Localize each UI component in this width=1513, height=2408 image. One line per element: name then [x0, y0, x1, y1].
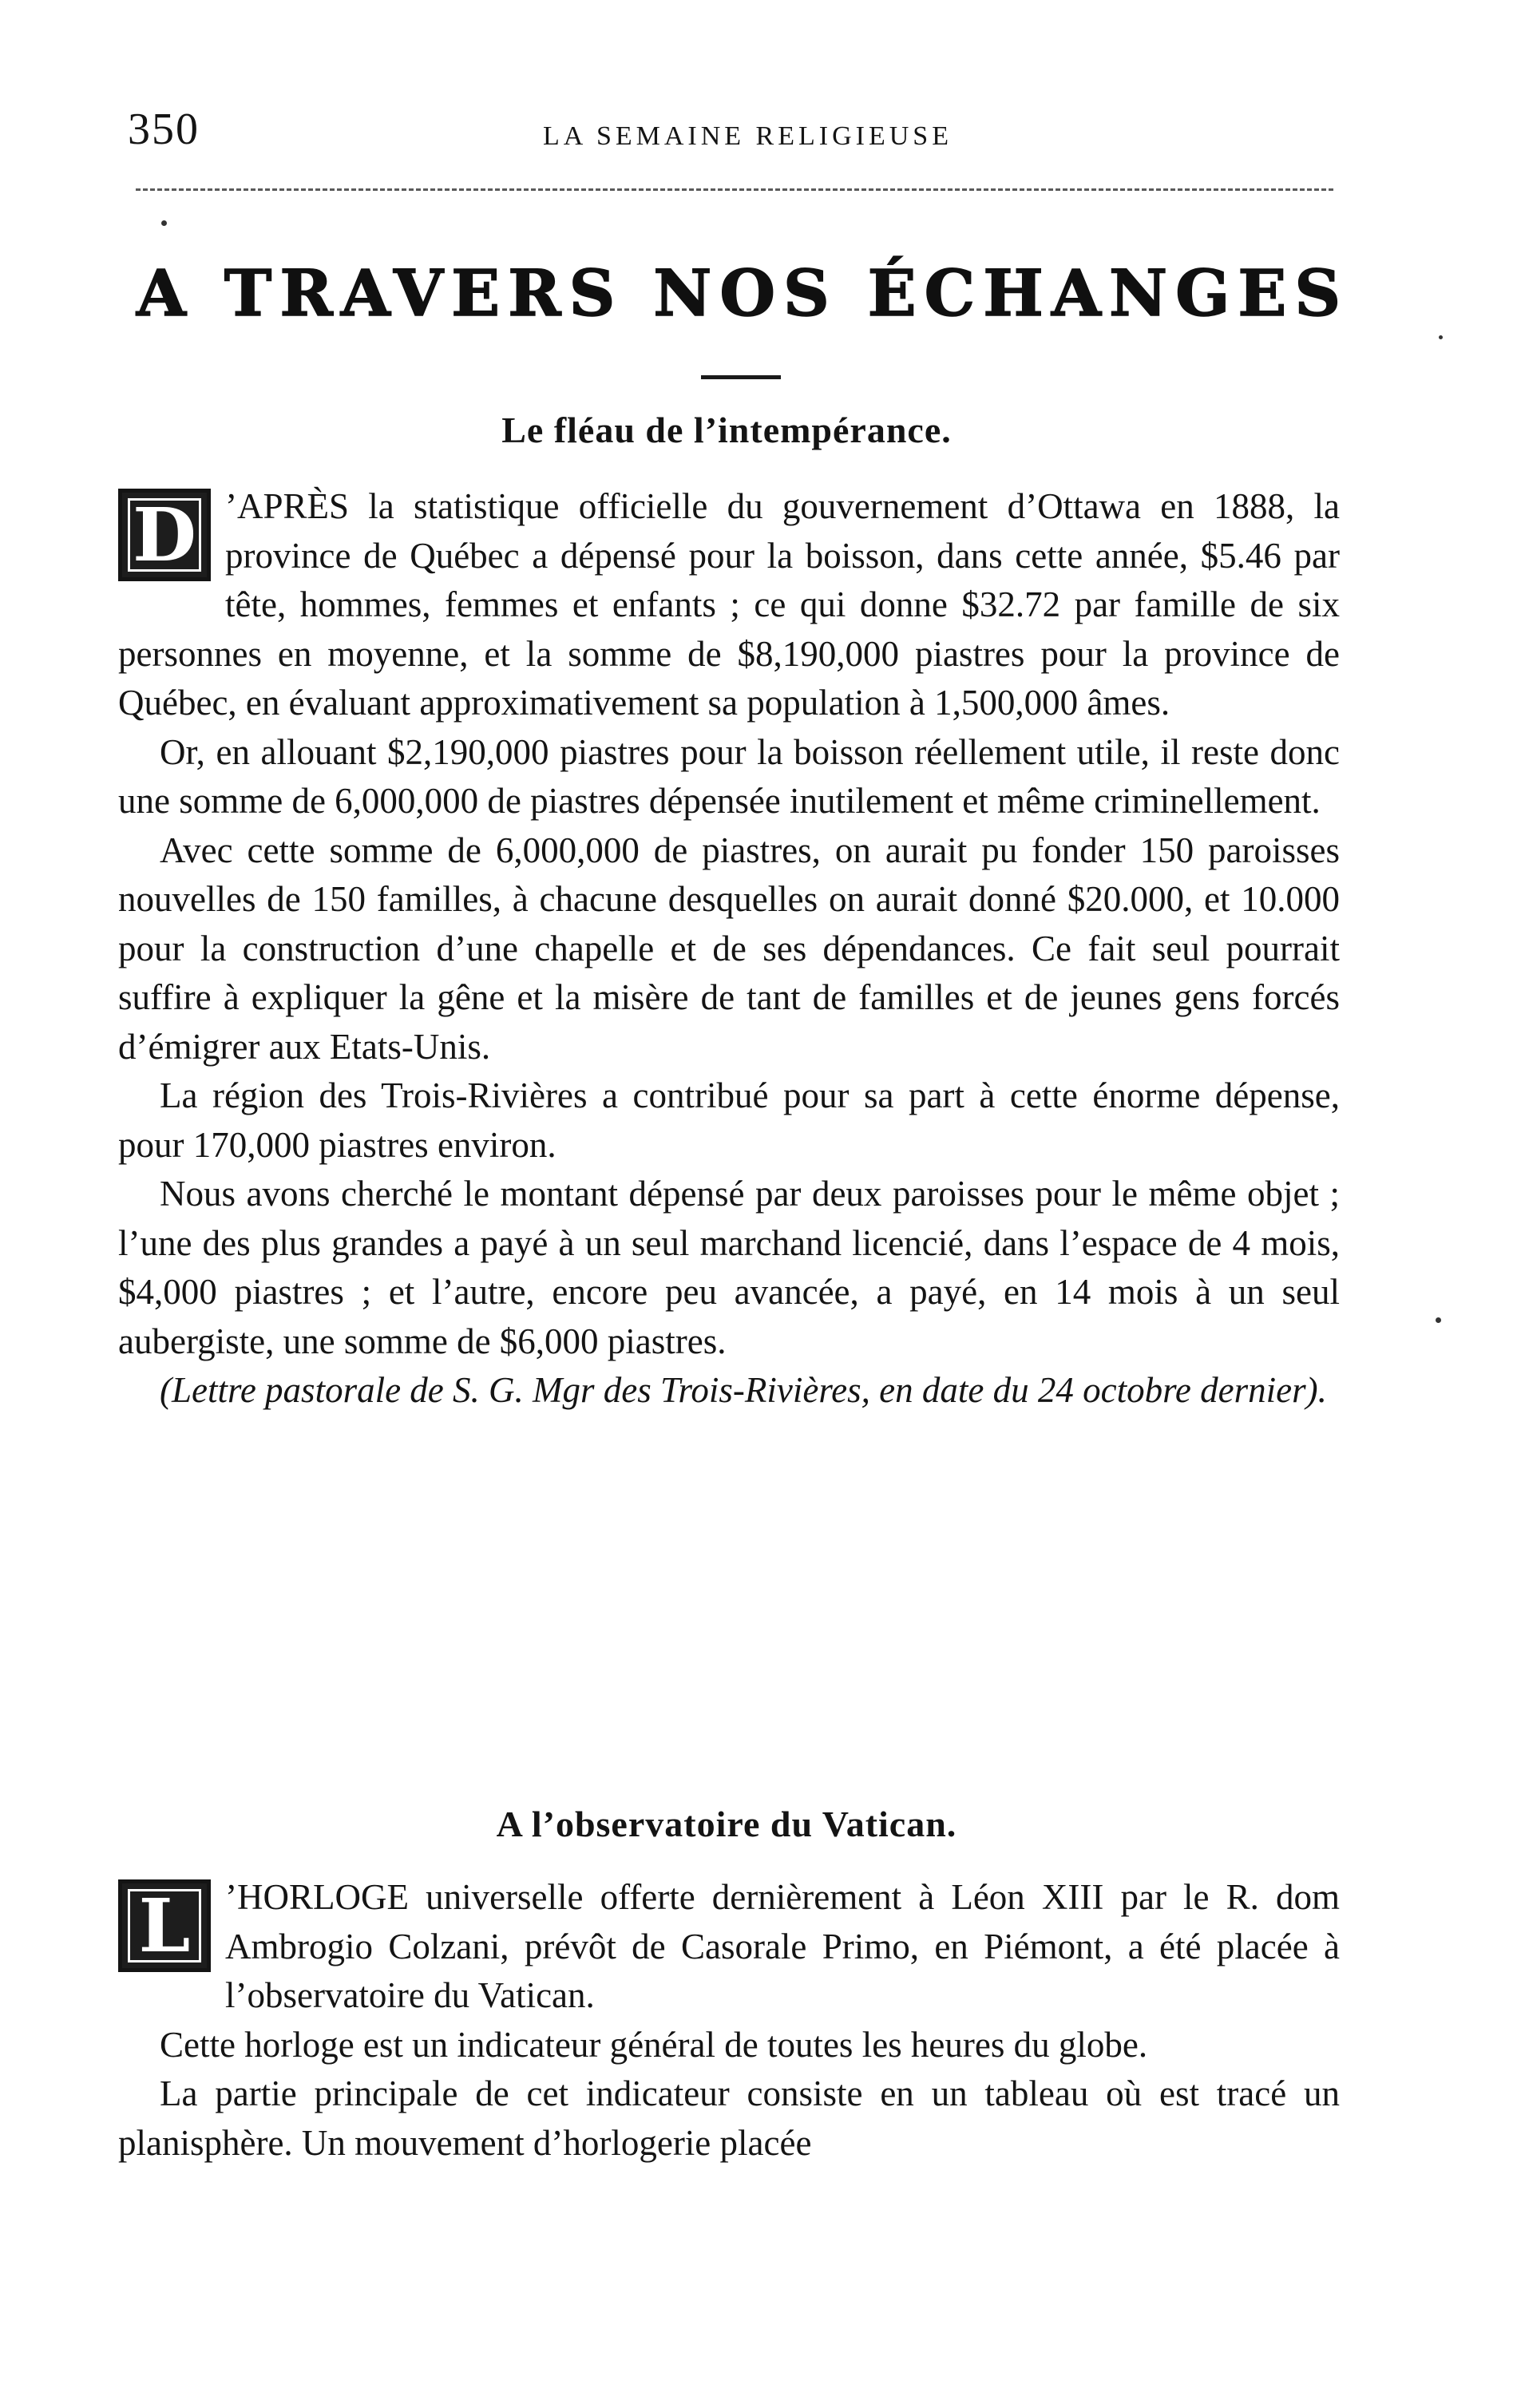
journal-title: LA SEMAINE RELIGIEUSE — [543, 121, 953, 151]
paragraph — [118, 1873, 1340, 2021]
paragraph-text: ’APRÈS la statistique officielle du gouvernement d’Ottawa en 1888, la province de Québec a dépensé pour la boisson, dans cette année, $5.46 par tête, hommes, femmes et enfants ; ce qui donne $32.72 par famille de six personnes en moyenne, et la somme de $8,190,000 piastres pour la province de Québec, en évaluant approximativement sa population à 1,500,000 âmes. — [118, 486, 1340, 723]
stray-dot — [1439, 335, 1443, 339]
section-title: A TRAVERS NOS ÉCHANGES — [136, 255, 1349, 331]
stray-dot — [161, 220, 167, 226]
dropcap-letter: D — [133, 492, 196, 578]
paragraph: Avec cette somme de 6,000,000 de piastres, on aurait pu fonder 150 paroisses nouvelles de 150 familles, à chacune desquelles on aurait donné $20.000, et 10.000 pour la construction d’une chapelle et de ses dépendances. Ce fait seul pourrait suffire à expliquer la gêne et la misère de tant de familles et de jeunes gens forcés d’émigrer aux Etats-Unis. — [118, 830, 1340, 1067]
paragraph: Nous avons cherché le montant dépensé par deux paroisses pour le même objet ; l’une des plus grandes a payé à un seul marchand licencié, dans l’espace de 4 mois, $4,000 piastres ; et l’autre, encore peu avancée, a payé, en 14 mois à un seul aubergiste, une somme de $6,000 piastres. — [118, 1174, 1340, 1361]
paragraph: La région des Trois-Rivières a contribué pour sa part à cette énorme dépense, pour 170,000 piastres environ. — [118, 1075, 1340, 1165]
title-rule — [701, 375, 781, 379]
article-title-observatoire: A l’observatoire du Vatican. — [496, 1804, 957, 1844]
paragraph: Or, en allouant $2,190,000 piastres pour la boisson réellement utile, il reste donc une somme de 6,000,000 de piastres dépensée inutilement et même criminellement. — [118, 731, 1340, 821]
article-body-observatoire — [118, 1873, 1340, 2168]
dropcap-ornament — [118, 489, 211, 581]
dropcap-letter: L — [138, 1883, 191, 1969]
article-title-intemperance: Le fléau de l’intempérance. — [501, 410, 952, 450]
running-head — [128, 104, 1333, 168]
page-number: 350 — [128, 105, 200, 154]
header-rule — [136, 188, 1333, 191]
article-body-intemperance — [118, 482, 1340, 1416]
paragraph — [118, 482, 1340, 728]
stray-dot — [1436, 1317, 1441, 1323]
dropcap-ornament — [118, 1879, 211, 1972]
paragraph: Cette horloge est un indicateur général de toutes les heures du globe. — [160, 2024, 1148, 2065]
citation: (Lettre pastorale de S. G. Mgr des Trois-Rivières, en date du 24 octobre dernier). — [160, 1370, 1327, 1410]
paragraph-text: ’HORLOGE universelle offerte dernièrement à Léon XIII par le R. dom Ambrogio Colzani, prévôt de Casorale Primo, en Piémont, a été placée à l’observatoire du Vatican. — [225, 1877, 1340, 2015]
paragraph: La partie principale de cet indicateur consiste en un tableau où est tracé un planisphère. Un mouvement d’horlogerie placée — [118, 2073, 1340, 2163]
